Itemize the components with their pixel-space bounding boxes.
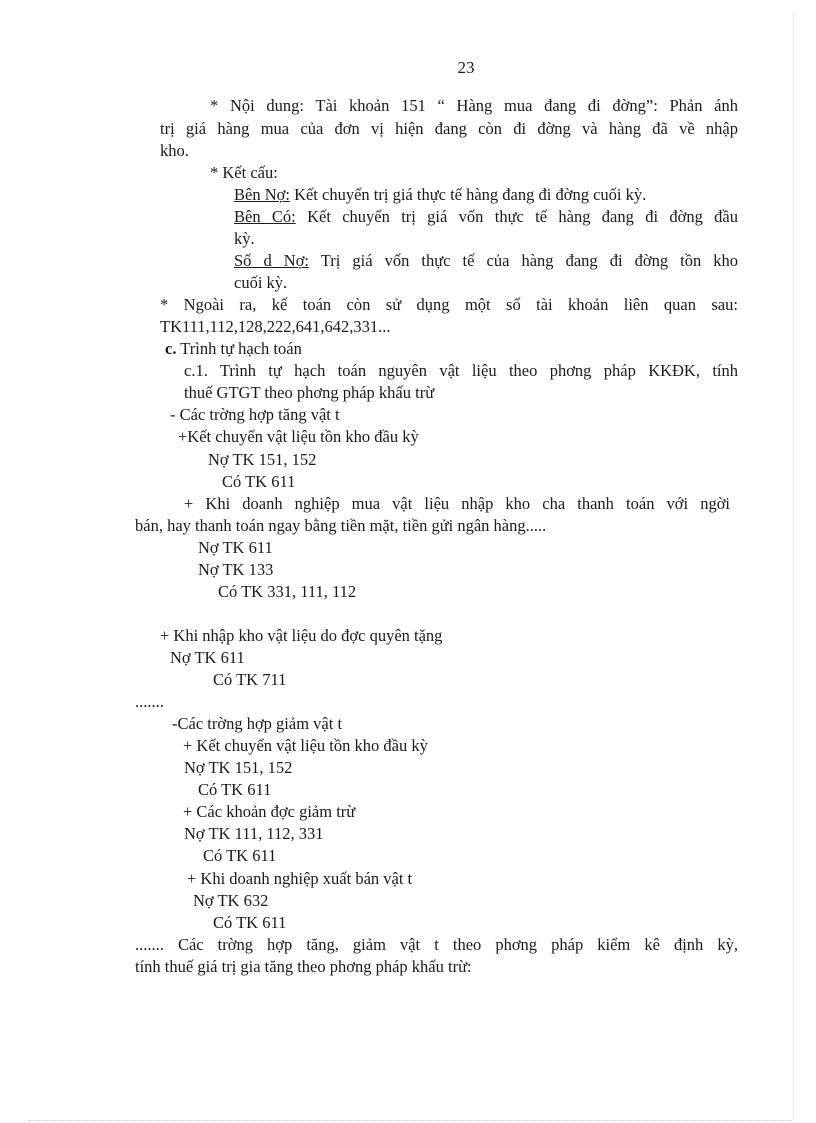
ellipsis-line: ....... [135, 692, 164, 711]
journal-entry: Nợ TK 611 [170, 648, 245, 667]
section-number: c. [165, 339, 177, 358]
text-line: - Các trờng hợp tăng vật t [170, 405, 340, 424]
journal-entry: Có TK 331, 111, 112 [218, 582, 357, 601]
text-line: kỳ. [234, 229, 255, 248]
balance-text: Trị giá vốn thực tế của hàng đang đi đờng tồn kho [309, 251, 739, 270]
journal-entry: Có TK 711 [213, 670, 287, 689]
credit-side-text: Kết chuyển trị giá vốn thực tế hàng đang đi đờng đầu [295, 207, 738, 226]
text-line: +Kết chuyển vật liệu tồn kho đầu kỳ [178, 427, 419, 446]
text-line: + Các khoản đợc giảm trừ [183, 802, 356, 821]
journal-entry: Nợ TK 632 [193, 891, 269, 910]
text-line: cuối kỳ. [234, 273, 288, 292]
journal-entry: Có TK 611 [222, 472, 296, 491]
text-line: * Kết cấu: [210, 163, 278, 182]
journal-entry: Nợ TK 111, 112, 331 [184, 824, 324, 843]
text-line: * Nội dung: Tài khoản 151 “ Hàng mua đang đi đờng”: Phản ánh [210, 96, 738, 115]
page-number: 23 [457, 58, 475, 77]
text-line: + Khi nhập kho vật liệu do đợc quyên tặng [160, 626, 443, 645]
text-line [234, 251, 738, 271]
text-line: bán, hay thanh toán ngay bằng tiền mặt, tiền gửi ngân hàng..... [135, 516, 547, 535]
balance-label: Số d Nợ: [234, 251, 310, 270]
margin-guide-vertical [793, 14, 794, 1120]
text-line: trị giá hàng mua của đơn vị hiện đang còn đi đờng và hàng đã về nhập [160, 119, 738, 138]
journal-entry: Nợ TK 151, 152 [208, 450, 317, 469]
text-line: thuế GTGT theo phơng pháp khấu trừ [184, 383, 435, 402]
text-line: -Các trờng hợp giảm vật t [172, 714, 343, 733]
text-line: + Kết chuyển vật liệu tồn kho đầu kỳ [183, 736, 428, 755]
section-title: Trình tự hạch toán [176, 339, 302, 358]
text-line: + Khi doanh nghiệp mua vật liệu nhập kho cha thanh toán với ngời [184, 494, 730, 513]
section-heading [165, 339, 302, 359]
journal-entry: Nợ TK 151, 152 [184, 758, 293, 777]
text-line [234, 185, 646, 205]
text-line: c.1. Trình tự hạch toán nguyên vật liệu theo phơng pháp KKĐK, tính [184, 361, 738, 380]
text-line: kho. [160, 141, 189, 160]
text-line: tính thuế giá trị gia tăng theo phơng pháp khấu trừ: [135, 957, 472, 976]
margin-guide-horizontal [28, 1120, 792, 1121]
text-line: ....... Các trờng hợp tăng, giảm vật t theo phơng pháp kiểm kê định kỳ, [135, 935, 738, 954]
text-line: + Khi doanh nghiệp xuất bán vật t [187, 869, 413, 888]
text-line [234, 207, 738, 227]
text-line: TK111,112,128,222,641,642,331... [160, 317, 391, 336]
journal-entry: Có TK 611 [198, 780, 272, 799]
debit-side-text: Kết chuyển trị giá thực tế hàng đang đi đờng cuối kỳ. [289, 185, 647, 204]
journal-entry: Nợ TK 133 [198, 560, 274, 579]
journal-entry: Có TK 611 [203, 846, 277, 865]
debit-side-label: Bên Nợ: [234, 185, 290, 204]
credit-side-label: Bên Có: [234, 207, 296, 226]
text-line: * Ngoài ra, kế toán còn sử dụng một số tài khoản liên quan sau: [160, 295, 738, 314]
journal-entry: Có TK 611 [213, 913, 287, 932]
journal-entry: Nợ TK 611 [198, 538, 273, 557]
